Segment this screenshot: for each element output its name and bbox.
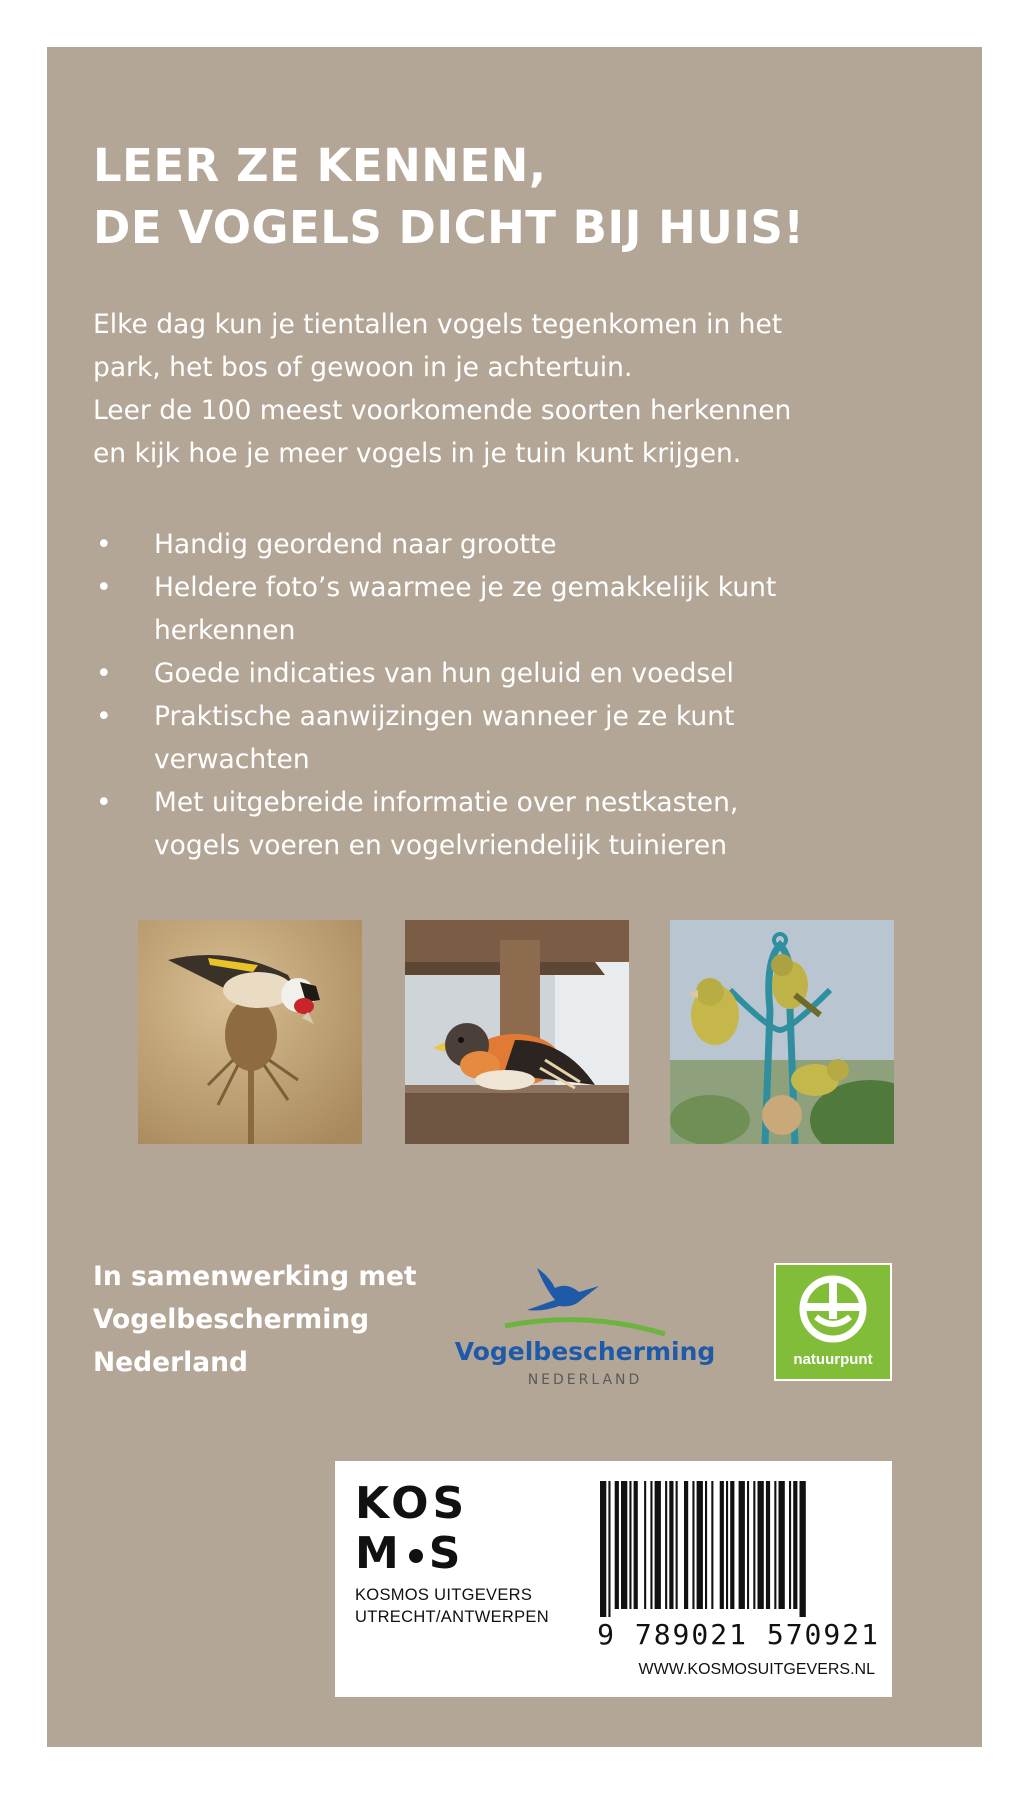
barcode-bar (766, 1481, 770, 1609)
barcode-bar (615, 1481, 619, 1609)
kosmos-dot-icon (409, 1549, 423, 1563)
collaboration-line: Vogelbescherming (93, 1304, 370, 1335)
feature-item (93, 781, 893, 867)
feature-line: verwachten (154, 744, 310, 775)
intro-line: Elke dag kun je tientallen vogels tegenkomen in het (93, 309, 783, 340)
barcode-bar (753, 1481, 755, 1609)
intro-line: en kijk hoe je meer vogels in je tuin kunt krijgen. (93, 438, 742, 469)
barcode-bar (705, 1481, 707, 1609)
barcode-bar (665, 1481, 667, 1609)
feature-item (93, 566, 893, 652)
feature-item (93, 695, 893, 781)
feature-line: Praktische aanwijzingen wanneer je ze kunt (154, 701, 735, 732)
barcode-bar (669, 1481, 673, 1609)
barcode-icon (600, 1481, 872, 1617)
feature-item (93, 652, 893, 695)
barcode-bar (644, 1481, 646, 1609)
feature-item (93, 523, 893, 566)
heron-icon (445, 1262, 725, 1392)
intro-line: Leer de 100 meest voorkomende soorten herkennen (93, 395, 792, 426)
kosmos-logo-row-2 (355, 1529, 468, 1579)
barcode-bar (779, 1481, 785, 1609)
feature-line: Heldere foto’s waarmee je ze gemakkelijk kunt (154, 572, 777, 603)
intro-line: park, het bos of gewoon in je achtertuin. (93, 352, 633, 383)
vogelbescherming-sub: NEDERLAND (527, 1372, 643, 1388)
barcode-bar (747, 1481, 749, 1609)
headline-line-1: LEER ZE KENNEN, (93, 139, 547, 192)
kosmos-logo-row-1: KOS (355, 1478, 469, 1529)
feature-line: Met uitgebreide informatie over nestkasten, (154, 787, 739, 818)
barcode-bar (793, 1481, 797, 1609)
bullet-icon: • (96, 529, 112, 560)
barcode-bar (789, 1481, 791, 1609)
photo-greenfinches (670, 920, 894, 1144)
barcode-bar (621, 1481, 627, 1609)
collaboration-line: Nederland (93, 1347, 248, 1378)
vogelbescherming-logo (445, 1262, 725, 1392)
feature-list (93, 523, 893, 867)
publisher-label (335, 1461, 892, 1697)
natuurpunt-logo (774, 1263, 892, 1381)
barcode-bar (608, 1481, 610, 1617)
barcode-bar (774, 1481, 776, 1609)
barcode-bar (692, 1481, 694, 1609)
barcode-bar (739, 1481, 745, 1609)
barcode-bar (600, 1481, 606, 1617)
photo-brambling (405, 920, 629, 1144)
barcode-bar (684, 1481, 688, 1609)
feature-line: Handig geordend naar grootte (154, 529, 557, 560)
barcode-bar (758, 1481, 764, 1609)
feature-line: vogels voeren en vogelvriendelijk tuinieren (154, 830, 727, 861)
collaboration-line: In samenwerking met (93, 1261, 417, 1292)
barcode-bar (711, 1481, 713, 1609)
publisher-address (355, 1584, 549, 1628)
kosmos-letter: S (428, 1528, 465, 1579)
barcode-bar (650, 1481, 652, 1609)
collaboration-text (93, 1255, 417, 1384)
publisher-city: UTRECHT/ANTWERPEN (355, 1608, 549, 1626)
natuurpunt-label: natuurpunt (793, 1351, 873, 1368)
barcode-bar (655, 1481, 661, 1609)
vogelbescherming-name: Vogelbescherming (454, 1337, 716, 1366)
natuurpunt-emblem-icon (776, 1265, 890, 1355)
feature-line: herkennen (154, 615, 296, 646)
bullet-icon: • (96, 701, 112, 732)
bullet-icon: • (96, 572, 112, 603)
bullet-icon: • (96, 658, 112, 689)
headline-line-2: DE VOGELS DICHT BIJ HUIS! (93, 201, 805, 254)
intro-text (93, 303, 883, 475)
barcode-bar (697, 1481, 703, 1609)
barcode-bar (676, 1481, 678, 1609)
barcode-bar (800, 1481, 806, 1617)
publisher-website: WWW.KOSMOSUITGEVERS.NL (638, 1661, 875, 1678)
barcode-bar (720, 1481, 724, 1609)
bullet-icon: • (96, 787, 112, 818)
photo-goldfinch (138, 920, 362, 1144)
kosmos-logo (355, 1479, 468, 1579)
isbn-number: 9 789021 570921 (597, 1618, 880, 1651)
publisher-name: KOSMOS UITGEVERS (355, 1586, 533, 1604)
headline (93, 135, 913, 259)
barcode-bar (629, 1481, 631, 1609)
barcode-bar (634, 1481, 638, 1609)
kosmos-letter: M (355, 1528, 403, 1579)
feature-line: Goede indicaties van hun geluid en voedsel (154, 658, 734, 689)
barcode-bar (726, 1481, 728, 1609)
barcode-bar (730, 1481, 734, 1609)
